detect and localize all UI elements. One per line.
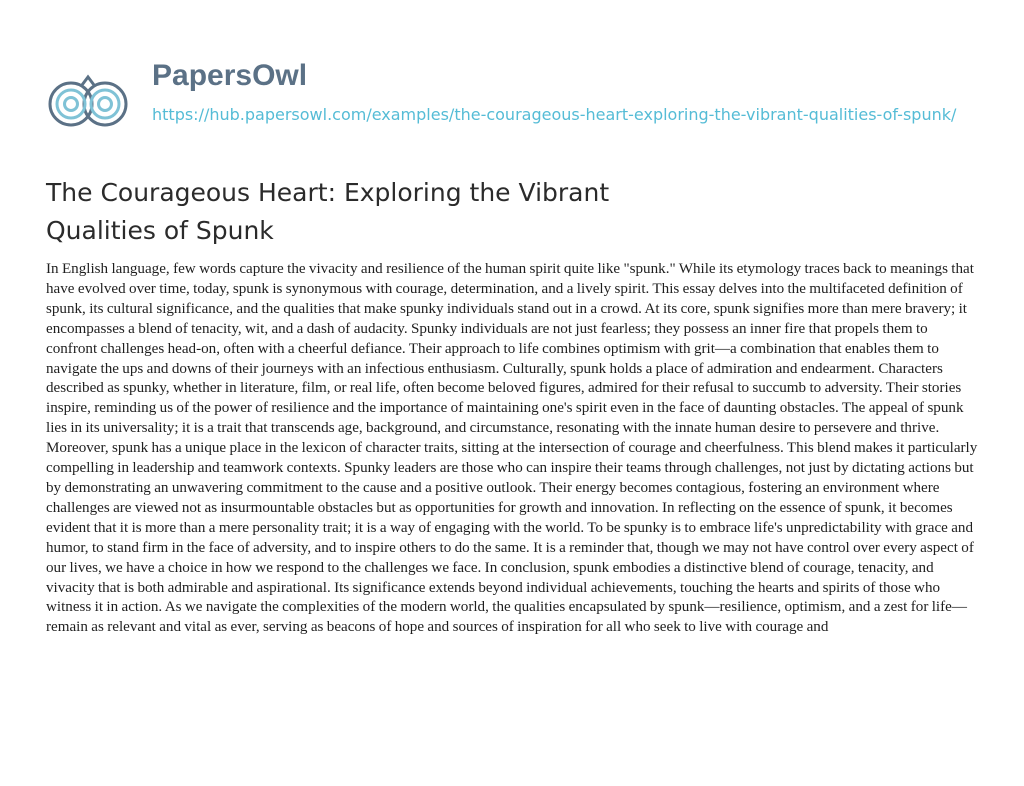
essay-title: The Courageous Heart: Exploring the Vibrant Qualities of Spunk [46, 178, 610, 245]
source-url-link[interactable]: https://hub.papersowl.com/examples/the-courageous-heart-exploring-the-vibrant-qualities-of-spunk/ [152, 105, 957, 124]
owl-eyes-icon [46, 66, 130, 138]
brand-name: PapersOwl [152, 59, 308, 92]
essay-body: In English language, few words capture the vivacity and resilience of the human spirit quite like "spunk." While its etymology traces back to meanings that have evolved over time, today, spunk is synonymous with courage, determination, and a lively spirit. This essay delves into the multifaceted definition of spunk, its cultural significance, and the qualities that make spunky individuals stand out in a crowd. At its core, spunk signifies more than mere bravery; it encompasses a blend of tenacity, wit, and a dash of audacity. Spunky individuals are not just fearless; they possess an inner fire that propels them to confront challenges head-on, often with a cheerful defiance. Their approach to life combines optimism with grit—a combination that enables them to navigate the ups and downs of their journeys with an infectious enthusiasm. Culturally, spunk holds a place of admiration and endearment. Characters described as spunky, whether in literature, film, or real life, often become beloved figures, admired for their refusal to succumb to adversity. Their stories inspire, reminding us of the power of resilience and the importance of maintaining one's spirit even in the face of daunting obstacles. The appeal of spunk lies in its universality; it is a trait that transcends age, background, and circumstance, resonating with the innate human desire to persevere and thrive. Moreover, spunk has a unique place in the lexicon of character traits, sitting at the intersection of courage and cheerfulness. This blend makes it particularly compelling in leadership and teamwork contexts. Spunky leaders are those who can inspire their teams through challenges, not just by dictating actions but by demonstrating an unwavering commitment to the cause and a positive outlook. Their energy becomes contagious, fostering an environment where challenges are viewed not as insurmountable obstacles but as opportunities for growth and innovation. In reflecting on the essence of spunk, it becomes evident that it is more than a mere personality trait; it is a way of engaging with the world. To be spunky is to embrace life's unpredictability with grace and humor, to stand firm in the face of adversity, and to inspire others to do the same. It is a reminder that, though we may not have control over every aspect of our lives, we have a choice in how we respond to the challenges we face. In conclusion, spunk embodies a distinctive blend of courage, tenacity, and vivacity that is both admirable and aspirational. Its significance extends beyond individual achievements, touching the hearts and spirits of those who witness it in action. As we navigate the complexities of the modern world, the qualities encapsulated by spunk—resilience, optimism, and a zest for life—remain as relevant and vital as ever, serving as beacons of hope and sources of inspiration for all who seek to live with courage and [46, 261, 978, 636]
site-header [46, 54, 986, 154]
